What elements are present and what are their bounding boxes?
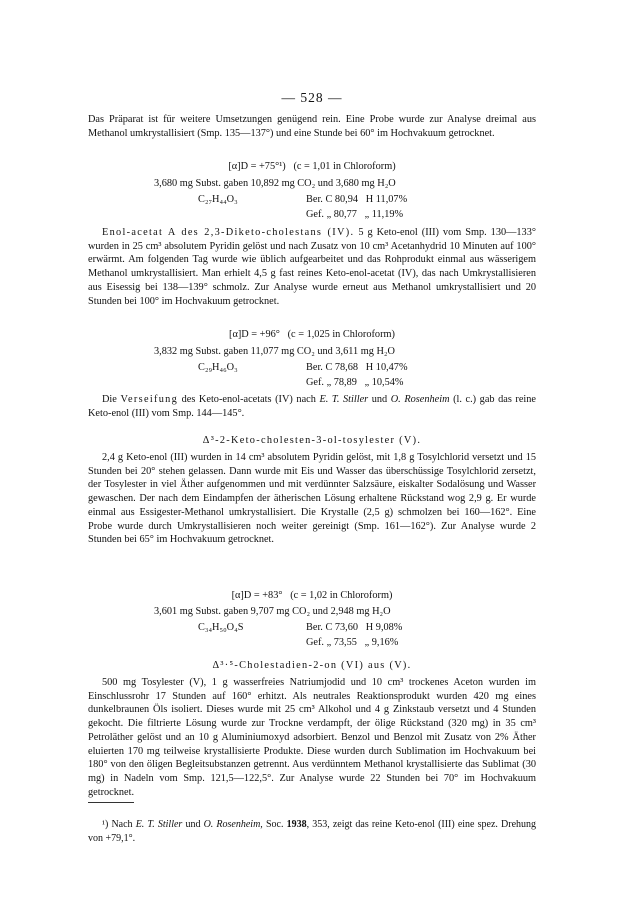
optical-rotation-1: [α]D = +75°¹) (c = 1,01 in Chloroform) bbox=[228, 161, 396, 172]
page-number: — 528 — bbox=[281, 90, 343, 105]
footnote-author-stiller: E. T. Stiller bbox=[135, 819, 183, 830]
footnote-text-a: ¹) Nach bbox=[102, 819, 136, 830]
verseifung-text-c: (l. c.) gab das reine Keto-enol (III) vom Smp. 144—145°. bbox=[88, 394, 536, 419]
section-title-cholestadienon: Δ³·⁵-Cholestadien-2-on (VI) aus (V). bbox=[212, 660, 412, 671]
footnote-year: 1938 bbox=[286, 819, 307, 830]
footnote-text-c: , 353, zeigt das reine Keto-enol (III) eine spez. Drehung von +79,1°. bbox=[88, 819, 537, 844]
analysis-1-substance: 3,680 mg Subst. gaben 10,892 mg CO₂ und 3,680 mg H₂O bbox=[154, 178, 396, 189]
analysis-2-found: Gef. „ 78,89 „ 10,54% bbox=[306, 377, 404, 388]
footnote-rule bbox=[88, 802, 134, 803]
analysis-3-formula: C₃₄H₅₀O₄S bbox=[198, 622, 244, 633]
analysis-1-found: Gef. „ 80,77 „ 11,19% bbox=[306, 209, 404, 220]
optical-rotation-2: [α]D = +96° (c = 1,025 in Chloroform) bbox=[229, 329, 395, 340]
analysis-2-calculated: Ber. C 78,68 H 10,47% bbox=[306, 362, 408, 373]
verseifung-spaced: Verseifung bbox=[120, 394, 179, 405]
footnote bbox=[88, 818, 536, 845]
optical-rotation-3: [α]D = +83° (c = 1,02 in Chloroform) bbox=[231, 590, 393, 601]
analysis-1-formula: C₂₇H₄₄O₃ bbox=[198, 194, 238, 205]
paragraph-tosylester: 2,4 g Keto-enol (III) wurden in 14 cm³ absolutem Pyridin gelöst, mit 1,8 g Tosylchlorid versetzt und 15 Stunden bei 20° stehen gelassen. Dann wurde mit Eis und Wasser das überschüssige Tosylchlorid zersetzt, der Tosylester in viel Äther aufgenommen und mit verdünnter Salzsäure, eiskalter Sodalösung und Wasser gewaschen. Der nach dem Eindampfen der ätherischen Lösung erhaltene Rückstand wog 2,9 g. Er wurde einmal aus Essigester-Methanol umkrystallisiert. Die Krystalle (2,5 g) schmolzen bei 160—162°. Eine Probe wurde durch Umkrystallisieren noch weiter gereinigt (Smp. 161—162°). Zur Analyse wurde 2 Stunden bei 65° im Hochvakuum getrocknet. bbox=[88, 452, 536, 546]
verseifung-text-a: Die bbox=[102, 394, 121, 405]
verseifung-text-b: des Keto-enol-acetats (IV) nach bbox=[178, 394, 320, 405]
footnote-text-b: Soc. bbox=[262, 819, 287, 830]
author-rosenheim: O. Rosenheim bbox=[390, 394, 450, 405]
verseifung-und: und bbox=[368, 394, 391, 405]
analysis-1-calculated: Ber. C 80,94 H 11,07% bbox=[306, 194, 408, 205]
section-body-enol-acetat: 5 g Keto-enol (III) vom Smp. 130—133° wurden in 25 cm³ absolutem Pyridin gelöst und nach Zusatz von 10 cm³ Acetanhydrid 10 Minuten auf 100° erwärmt. Am folgenden Tag wurde wie üblich aufgearbeitet und das Rohprodukt einmal aus wässerigem Methanol umkrystallisiert. Man erhielt 4,5 g fast reines Keto-enol-acetat (IV), das nach Umkrystallisieren aus Eisessig bei 138—139° schmolz. Zur Analyse wurde erneut aus Methanol umkrystallisiert und 20 Stunden bei 100° im Hochvakuum getrocknet. bbox=[88, 227, 536, 307]
footnote-author-rosenheim: O. Rosenheim, bbox=[203, 819, 263, 830]
paragraph-cholestadienon: 500 mg Tosylester (V), 1 g wasserfreies Natriumjodid und 10 cm³ trockenes Aceton wurden im Einschlussrohr 17 Stunden auf 160° erhitzt. Als neutrales Reaktionsprodukt wurden 420 mg eines dunkelbraunen Öls isoliert. Dieses wurde mit 25 cm³ Alkohol und 4 g Zinkstaub versetzt und 4 Stunden gekocht. Die filtrierte Lösung wurde zur Trockne verdampft, der ölige Rückstand (320 mg) in 35 cm³ Petroläther gelöst und an 10 g Aluminiumoxyd adsorbiert. Benzol und Benzol mit Zusatz von 2% Äther eluierten 170 mg teilweise krystallisierte Produkte. Diese wurden durch Sublimation im Hochvakuum bei 180° von den öligen Begleitsubstanzen getrennt. Aus verdünntem Methanol krystallisierte das Sublimat (30 mg) in Nadeln vom Smp. 121,5—122,5°. Zur Analyse wurde 22 Stunden bei 70° im Hochvakuum getrocknet. bbox=[88, 677, 536, 798]
analysis-2-substance: 3,832 mg Subst. gaben 11,077 mg CO₂ und 3,611 mg H₂O bbox=[154, 346, 395, 357]
paragraph-intro: Das Präparat ist für weitere Umsetzungen genügend rein. Eine Probe wurde zur Analyse dreimal aus Methanol umkrystallisiert (Smp. 135—137°) und eine Stunde bei 60° im Hochvakuum getrocknet. bbox=[88, 114, 536, 139]
analysis-3-calculated: Ber. C 73,60 H 9,08% bbox=[306, 622, 403, 633]
section-title-tosylester: Δ³-2-Keto-cholesten-3-ol-tosylester (V). bbox=[202, 435, 422, 446]
paragraph-verseifung bbox=[88, 393, 536, 420]
section-title-enol-acetat: Enol-acetat A des 2,3-Diketo-cholestans (IV). bbox=[102, 227, 355, 238]
footnote-und: und bbox=[182, 819, 204, 830]
analysis-2-formula: C₂₉H₄₆O₃ bbox=[198, 362, 238, 373]
author-stiller: E. T. Stiller bbox=[319, 394, 369, 405]
analysis-3-found: Gef. „ 73,55 „ 9,16% bbox=[306, 637, 399, 648]
analysis-3-substance: 3,601 mg Subst. gaben 9,707 mg CO₂ und 2,948 mg H₂O bbox=[154, 606, 391, 617]
paragraph-enol-acetat bbox=[88, 226, 536, 308]
